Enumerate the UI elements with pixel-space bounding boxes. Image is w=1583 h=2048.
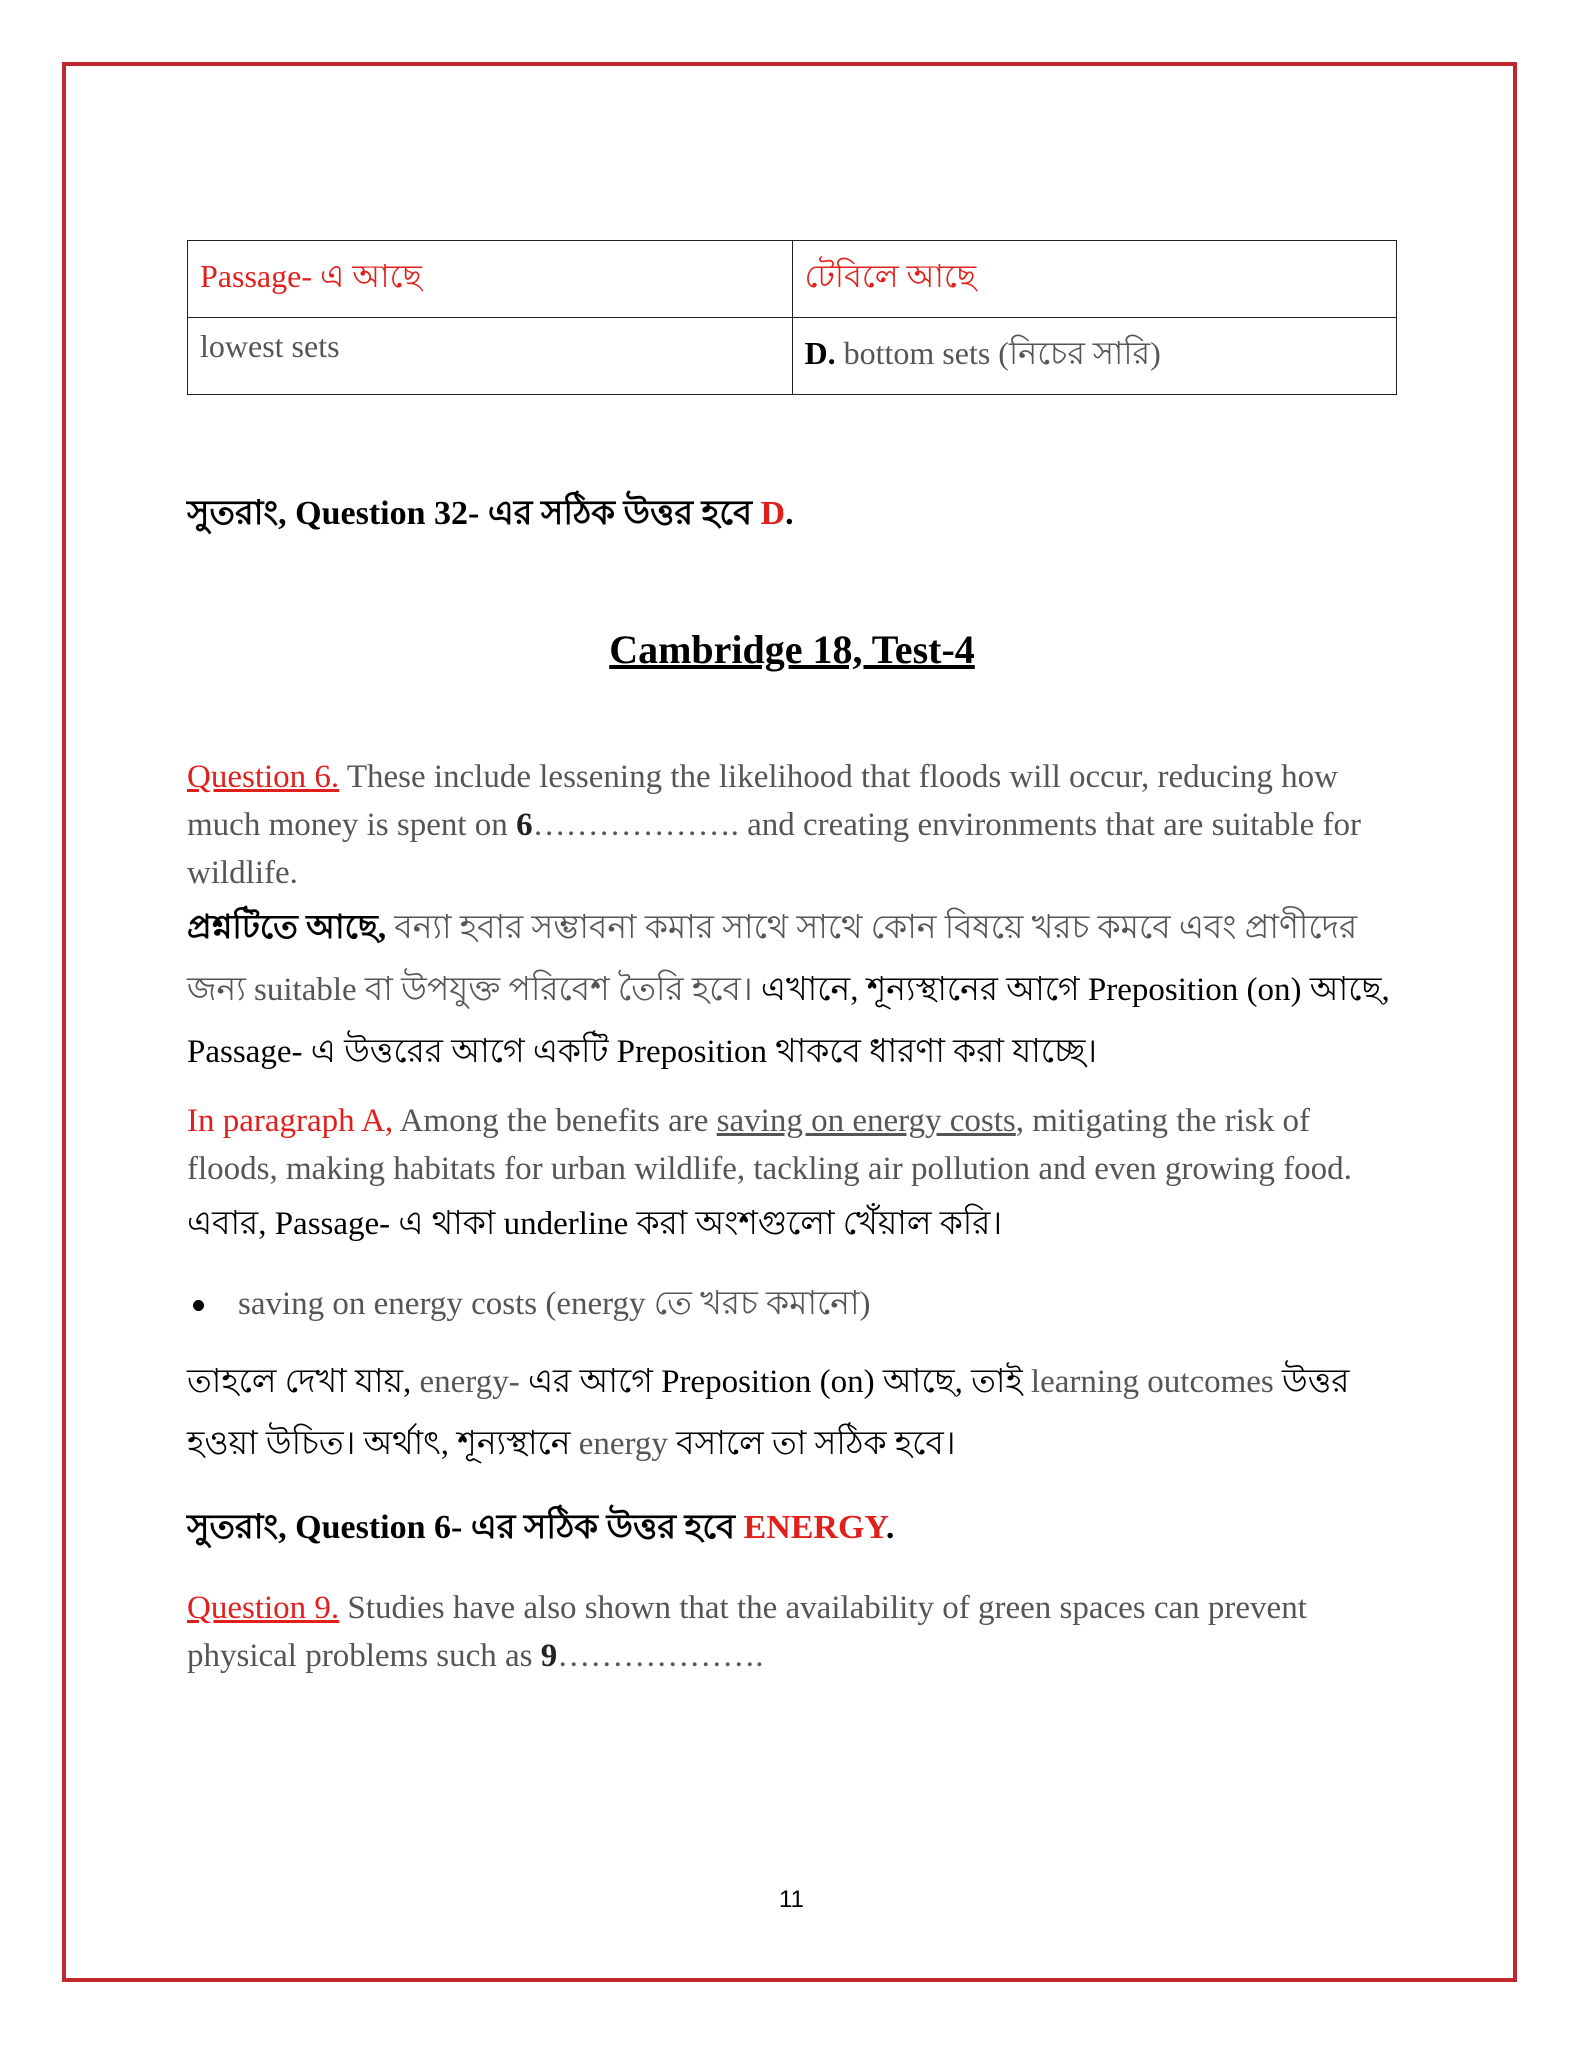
- question-9: [187, 1584, 1397, 1680]
- question-6-label: Question 6.: [187, 759, 340, 795]
- question-6-text-1: These include lessening the likelihood that floods will occur, reducing how much money is spent on: [187, 759, 1339, 843]
- bullet-text: saving on energy costs (energy তে খরচ কমানো): [238, 1286, 871, 1322]
- paragraph-a: [187, 1097, 1397, 1193]
- comparison-table: [187, 240, 1397, 395]
- question-6-analysis-tail: এখানে, শূন্যস্থানের আগে Preposition (on) আছে, Passage- এ উত্তরের আগে একটি Preposition থাকবে ধারণা করা যাচ্ছে।: [187, 972, 1390, 1070]
- question-6-blank-number: 6: [516, 807, 533, 843]
- explanation-part-1: তাহলে দেখা যায়,: [187, 1364, 420, 1400]
- paragraph-a-text-2: , mitigating the risk of floods, making habitats for urban wildlife, tackling air pollution and even growing food.: [187, 1103, 1352, 1187]
- conclusion-q32-answer: D: [760, 495, 786, 532]
- conclusion-q6: [187, 1501, 1397, 1558]
- answer-text: bottom sets (নিচের সারি): [835, 335, 1161, 371]
- page-number: 11: [779, 1886, 804, 1913]
- conclusion-q6-answer: ENERGY: [743, 1509, 886, 1546]
- question-6-text-2: ………………. and creating environments that are suitable for wildlife.: [187, 807, 1361, 891]
- conclusion-q32-prefix: সুতরাং, Question 32- এর সঠিক উত্তর হবে: [187, 495, 761, 532]
- question-6-analysis-body: বন্যা হবার সম্ভাবনা কমার সাথে সাথে কোন বিষয়ে খরচ কমবে এবং প্রাণীদের জন্য suitable বা উপযুক্ত পরিবেশ তৈরি হবে।: [187, 910, 1358, 1008]
- question-9-blank-number: 9: [540, 1638, 558, 1674]
- conclusion-q32: [187, 487, 1397, 544]
- explanation-part-3: এর আগে Preposition (on) আছে, তাই: [527, 1364, 1031, 1400]
- conclusion-q6-prefix: সুতরাং, Question 6- এর সঠিক উত্তর হবে: [187, 1509, 744, 1546]
- question-6-analysis: [187, 897, 1397, 1083]
- table-cell-passage: lowest sets: [188, 318, 793, 395]
- explanation-part-6: energy: [578, 1426, 677, 1462]
- explanation-part-5: উত্তর হওয়া উচিত। অর্থাৎ, শূন্যস্থানে: [187, 1364, 1350, 1462]
- answer-letter: D.: [804, 335, 836, 371]
- instruction: এবার, Passage- এ থাকা underline করা অংশগুলো খেঁয়াল করি।: [187, 1206, 1003, 1242]
- list-item: [187, 1277, 1397, 1333]
- explanation-part-4: learning outcomes: [1030, 1364, 1282, 1400]
- table-row: [188, 318, 1397, 395]
- explanation: [187, 1351, 1397, 1475]
- explanation-part-2: energy-: [419, 1364, 528, 1400]
- conclusion-q32-suffix: .: [785, 495, 794, 532]
- conclusion-q6-suffix: .: [885, 1509, 895, 1546]
- page-content: [187, 240, 1397, 1680]
- table-header-table: টেবিলে আছে: [792, 241, 1397, 318]
- question-9-text-1: Studies have also shown that the availability of green spaces can prevent physical problems such as: [187, 1590, 1307, 1674]
- section-title: Cambridge 18, Test-4: [609, 627, 975, 672]
- question-6: [187, 753, 1397, 897]
- table-header-row: [188, 241, 1397, 318]
- question-9-label: Question 9.: [187, 1590, 340, 1626]
- paragraph-a-underlined: saving on energy costs: [716, 1103, 1016, 1139]
- paragraph-a-label: In paragraph A,: [187, 1103, 394, 1139]
- explanation-part-7: বসালে তা সঠিক হবে।: [676, 1426, 956, 1462]
- question-9-text-2: ……………….: [557, 1638, 764, 1674]
- table-header-passage: Passage- এ আছে: [188, 241, 793, 318]
- bullet-icon: [193, 1300, 204, 1311]
- table-cell-table: [792, 318, 1397, 395]
- question-6-analysis-lead: প্রশ্নটিতে আছে,: [187, 910, 395, 946]
- paragraph-a-text-1: Among the benefits are: [393, 1103, 717, 1139]
